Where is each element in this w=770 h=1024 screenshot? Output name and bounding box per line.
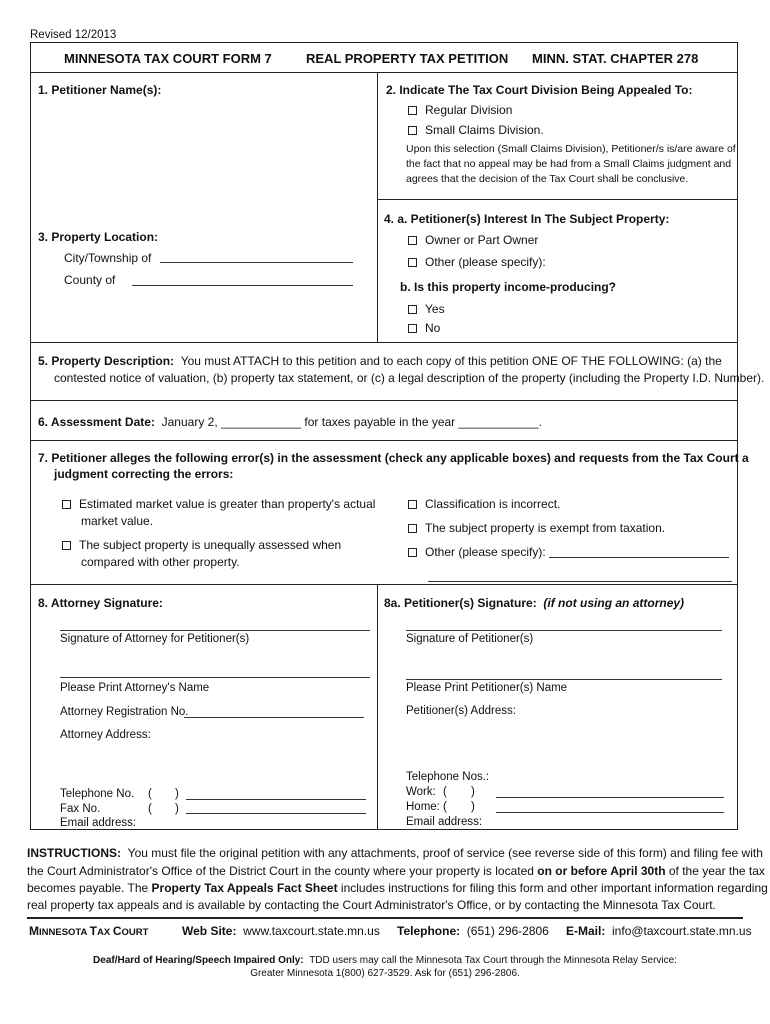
form-title: REAL PROPERTY TAX PETITION	[306, 51, 509, 66]
error-other-option[interactable]	[408, 545, 546, 559]
checkbox-icon[interactable]	[408, 548, 417, 557]
divider	[30, 342, 738, 343]
attorney-fax-label: Fax No.	[60, 803, 101, 815]
error-market-value-label-2: market value.	[81, 514, 154, 528]
error-classification-option[interactable]	[408, 497, 560, 511]
city-township-label: City/Township of	[64, 251, 152, 265]
city-township-field[interactable]	[160, 262, 353, 263]
instructions-text-1: You must file the original petition with any attachments, proof of service (see reverse side of this form) and filing fee with	[127, 846, 763, 860]
attorney-fax-paren-close: )	[175, 803, 179, 815]
instructions-line-1	[27, 846, 763, 860]
attorney-telephone-label: Telephone No.	[60, 788, 135, 800]
attorney-signature-label: 8. Attorney Signature:	[38, 596, 163, 610]
court-name-part: C	[112, 924, 122, 938]
checkbox-icon[interactable]	[408, 500, 417, 509]
footer-divider	[27, 917, 743, 919]
petitioner-name-label: 1. Petitioner Name(s):	[38, 83, 162, 97]
divider	[30, 400, 738, 401]
instructions-text-3a: becomes payable. The	[27, 881, 152, 895]
petitioner-home-paren-close: )	[471, 801, 475, 813]
checkbox-icon[interactable]	[408, 305, 417, 314]
telephone	[397, 924, 549, 938]
attorney-registration-label: Attorney Registration No.	[60, 706, 189, 718]
small-claims-option[interactable]	[408, 123, 544, 137]
court-name-part: T	[89, 924, 98, 938]
petitioner-name-print-field[interactable]	[406, 679, 722, 680]
yes-label: Yes	[425, 302, 445, 316]
court-name-part: AX	[97, 927, 113, 938]
attorney-address-label: Attorney Address:	[60, 729, 151, 741]
errors-label-1: 7. Petitioner alleges the following error(s) in the assessment (check any applicable boxes) and requests from the Tax Court a	[38, 451, 749, 465]
instructions-label: INSTRUCTIONS:	[27, 846, 121, 860]
email-link[interactable]: info@taxcourt.state.mn.us	[612, 924, 752, 938]
checkbox-icon[interactable]	[408, 258, 417, 267]
county-field[interactable]	[132, 285, 353, 286]
petitioner-signature-note: (if not using an attorney)	[543, 596, 685, 610]
divider	[377, 199, 738, 200]
attorney-email-label: Email address:	[60, 817, 137, 829]
attorney-telephone-field[interactable]	[186, 799, 366, 800]
property-description-label: 5. Property Description:	[38, 354, 175, 368]
petitioner-home-field[interactable]	[496, 812, 724, 813]
no-label: No	[425, 321, 441, 335]
other-interest-label: Other (please specify):	[425, 255, 546, 269]
court-name-part: INNESOTA	[39, 927, 90, 938]
assessment-date-label: 6. Assessment Date:	[38, 415, 155, 429]
division-label: 2. Indicate The Tax Court Division Being Appealed To:	[386, 83, 693, 97]
petitioner-name-caption: Please Print Petitioner(s) Name	[406, 682, 568, 694]
instructions-text-4: real property tax appeals and is available by contacting the Court Administrator's Office, or by contacting the Minnesota Tax Court.	[27, 898, 716, 912]
checkbox-icon[interactable]	[408, 126, 417, 135]
error-other-field-2[interactable]	[428, 581, 732, 582]
regular-division-label: Regular Division	[425, 103, 513, 117]
tdd-text-1: TDD users may call the Minnesota Tax Court through the Minnesota Relay Service:	[309, 955, 677, 966]
error-exempt-option[interactable]	[408, 521, 665, 535]
property-description	[38, 354, 722, 368]
error-unequal-label: The subject property is unequally assessed when	[79, 538, 342, 552]
petitioner-work-paren-open: (	[443, 786, 447, 798]
attorney-address-field[interactable]	[60, 745, 370, 783]
owner-option[interactable]	[408, 233, 538, 247]
website	[182, 924, 380, 938]
owner-label: Owner or Part Owner	[425, 233, 539, 247]
error-classification-label: Classification is incorrect.	[425, 497, 561, 511]
petitioner-work-field[interactable]	[496, 797, 724, 798]
attorney-name-caption: Please Print Attorney's Name	[60, 682, 210, 694]
income-yes-option[interactable]	[408, 302, 445, 316]
attorney-signature-field[interactable]	[60, 630, 370, 631]
revised-date: Revised 12/2013	[30, 29, 117, 41]
petitioner-signature-heading	[384, 596, 684, 610]
errors-label-2: judgment correcting the errors:	[54, 467, 234, 481]
instructions-line-2	[27, 864, 765, 878]
petitioner-address-field[interactable]	[406, 722, 722, 767]
petitioner-email-label: Email address:	[406, 816, 483, 828]
petitioner-interest-label: 4. a. Petitioner(s) Interest In The Subject Property:	[384, 212, 670, 226]
fact-sheet-title: Property Tax Appeals Fact Sheet	[151, 881, 338, 895]
checkbox-icon[interactable]	[408, 106, 417, 115]
petitioner-name-field[interactable]	[34, 100, 372, 200]
petitioner-work-label: Work:	[406, 786, 436, 798]
error-unequal-option[interactable]	[62, 538, 341, 552]
income-no-option[interactable]	[408, 321, 440, 335]
regular-division-option[interactable]	[408, 103, 512, 117]
assessment-date	[38, 415, 542, 429]
checkbox-icon[interactable]	[408, 524, 417, 533]
tdd-text-2: Greater Minnesota 1(800) 627-3529. Ask for (651) 296-2806.	[250, 968, 520, 979]
petitioner-signature-caption: Signature of Petitioner(s)	[406, 633, 534, 645]
attorney-name-field[interactable]	[60, 677, 370, 678]
instructions-text-2c: of the year the tax	[665, 864, 765, 878]
error-market-value-label: Estimated market value is greater than property's actual	[79, 497, 376, 511]
divider	[377, 584, 378, 830]
small-claims-label: Small Claims Division.	[425, 123, 544, 137]
instructions-text-2a: the Court Administrator's Office of the District Court in the county where your property is located	[27, 864, 538, 878]
attorney-telephone-paren-open: (	[148, 788, 152, 800]
petitioner-home-paren-open: (	[443, 801, 447, 813]
small-claims-note-3: agrees that the decision of the Tax Court shall be conclusive.	[406, 173, 689, 185]
tdd-label: Deaf/Hard of Hearing/Speech Impaired Only:	[93, 955, 304, 966]
checkbox-icon[interactable]	[408, 236, 417, 245]
attorney-fax-paren-open: (	[148, 803, 152, 815]
statute-reference: MINN. STAT. CHAPTER 278	[532, 51, 699, 66]
divider	[377, 72, 378, 342]
small-claims-note-1: Upon this selection (Small Claims Division), Petitioner/s is/are aware of	[406, 143, 736, 155]
petitioner-home-label: Home:	[406, 801, 440, 813]
property-description-text-1: You must ATTACH to this petition and to each copy of this petition ONE OF THE FOLLOWING: (a) the	[180, 354, 722, 368]
petitioner-work-paren-close: )	[471, 786, 475, 798]
email	[566, 924, 752, 938]
attorney-telephone-paren-close: )	[175, 788, 179, 800]
website-label: Web Site:	[182, 924, 237, 938]
telephone-label: Telephone:	[397, 924, 461, 938]
petitioner-address-label: Petitioner(s) Address:	[406, 705, 516, 717]
form-number: MINNESOTA TAX COURT FORM 7	[64, 51, 272, 66]
deadline-text: on or before April 30th	[537, 864, 666, 878]
attorney-fax-field[interactable]	[186, 813, 366, 814]
error-other-field[interactable]	[549, 557, 729, 558]
attorney-registration-field[interactable]	[184, 717, 364, 718]
website-link[interactable]: www.taxcourt.state.mn.us	[243, 924, 380, 938]
petitioner-signature-label: 8a. Petitioner(s) Signature:	[384, 596, 537, 610]
instructions-line-3	[27, 881, 768, 895]
checkbox-icon[interactable]	[408, 324, 417, 333]
error-exempt-label: The subject property is exempt from taxation.	[425, 521, 666, 535]
court-name	[29, 924, 148, 938]
error-unequal-label-2: compared with other property.	[81, 555, 240, 569]
divider	[30, 72, 738, 73]
petitioner-signature-field[interactable]	[406, 630, 722, 631]
small-claims-note-2: the fact that no appeal may be had from a Small Claims judgment and	[406, 158, 732, 170]
divider	[30, 584, 738, 585]
checkbox-icon[interactable]	[62, 541, 71, 550]
tdd-line-1	[0, 955, 770, 966]
property-description-text-2: contested notice of valuation, (b) property tax statement, or (c) a legal description of the property (including the Property I.D. Number).	[54, 371, 765, 385]
checkbox-icon[interactable]	[62, 500, 71, 509]
assessment-date-text: January 2, ____________ for taxes payable in the year ____________.	[161, 415, 542, 429]
other-interest-option[interactable]	[408, 255, 546, 269]
telephone-number: (651) 296-2806	[466, 924, 549, 938]
attorney-signature-caption: Signature of Attorney for Petitioner(s)	[60, 633, 250, 645]
income-producing-label: b. Is this property income-producing?	[400, 280, 617, 294]
court-name-part: OURT	[121, 927, 149, 938]
county-label: County of	[64, 273, 116, 287]
divider	[30, 440, 738, 441]
error-market-value-option[interactable]	[62, 497, 375, 511]
property-location-label: 3. Property Location:	[38, 230, 159, 244]
petitioner-telephone-label: Telephone Nos.:	[406, 771, 490, 783]
error-other-label: Other (please specify):	[425, 545, 546, 559]
court-name-part: M	[29, 924, 39, 938]
instructions-text-3c: includes instructions for filing this form and other important information regarding	[337, 881, 768, 895]
email-label: E-Mail:	[566, 924, 606, 938]
